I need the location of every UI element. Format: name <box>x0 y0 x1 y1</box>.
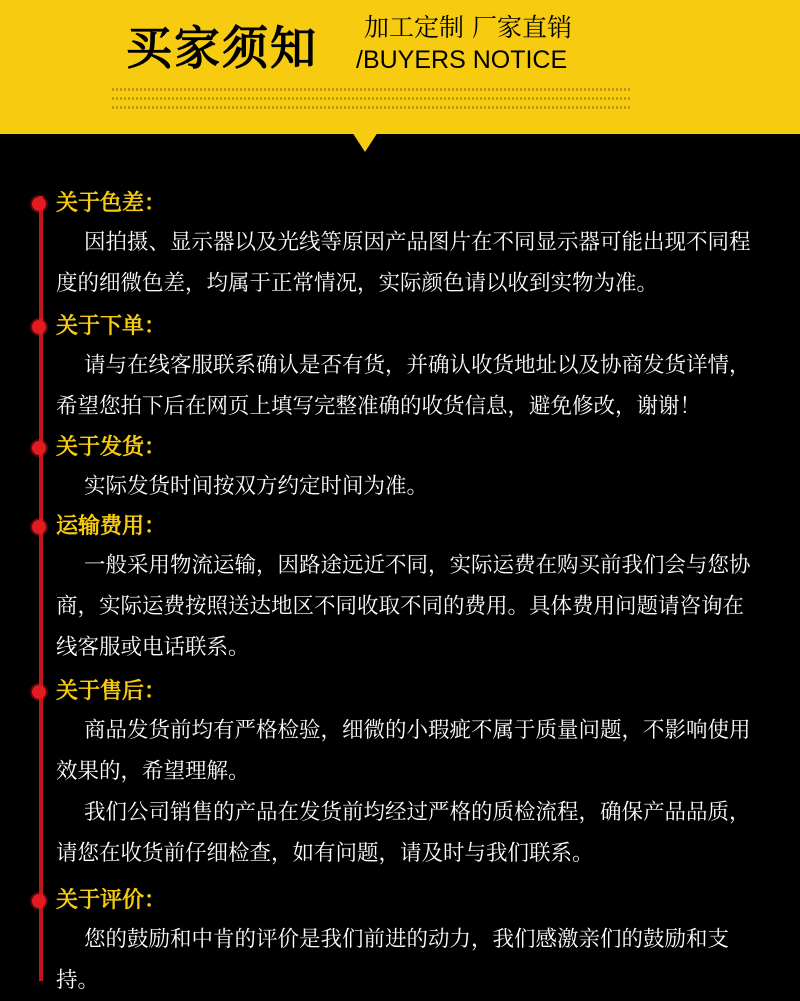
section-title-color-difference: 关于色差： <box>56 191 167 216</box>
section-title-shipping: 关于发货： <box>56 435 167 460</box>
timeline-dot <box>32 520 46 534</box>
decorative-line <box>112 88 632 91</box>
header-banner <box>0 0 800 134</box>
timeline-dot <box>32 320 46 334</box>
section-paragraph: 商品发货前均有严格检验，细微的小瑕疵不属于质量问题，不影响使用效果的，希望理解。 <box>56 718 751 784</box>
timeline-dot <box>32 197 46 211</box>
timeline-line <box>39 196 43 981</box>
section-paragraph: 实际发货时间按双方约定时间为准。 <box>84 474 429 499</box>
section-paragraph: 因拍摄、显示器以及光线等原因产品图片在不同显示器可能出现不同程度的细微色差，均属于正常情况，实际颜色请以收到实物为准。 <box>56 230 751 296</box>
section-paragraph: 您的鼓励和中肯的评价是我们前进的动力，我们感激亲们的鼓励和支持。 <box>56 927 730 993</box>
section-paragraph: 请与在线客服联系确认是否有货，并确认收货地址以及协商发货详情，希望您拍下后在网页上填写完整准确的收货信息，避免修改，谢谢！ <box>56 353 751 419</box>
section-title-after-sales: 关于售后： <box>56 679 167 704</box>
timeline-dot <box>32 441 46 455</box>
section-title-ordering: 关于下单： <box>56 314 167 339</box>
timeline-dot <box>32 685 46 699</box>
header-english-title: /BUYERS NOTICE <box>356 46 568 74</box>
decorative-line <box>112 97 632 100</box>
section-paragraph: 我们公司销售的产品在发货前均经过严格的质检流程，确保产品品质，请您在收货前仔细检查，如有问题，请及时与我们联系。 <box>56 800 751 866</box>
decorative-line <box>112 106 632 109</box>
header-subtitle: 加工定制 厂家直销 <box>364 13 572 42</box>
page-title: 买家须知 <box>126 21 318 75</box>
header-pointer <box>352 132 378 152</box>
timeline-dot <box>32 894 46 908</box>
section-paragraph: 一般采用物流运输，因路途远近不同，实际运费在购买前我们会与您协商，实际运费按照送达地区不同收取不同的费用。具体费用问题请咨询在线客服或电话联系。 <box>56 553 751 660</box>
section-title-reviews: 关于评价： <box>56 888 167 913</box>
section-title-freight: 运输费用： <box>56 514 167 539</box>
